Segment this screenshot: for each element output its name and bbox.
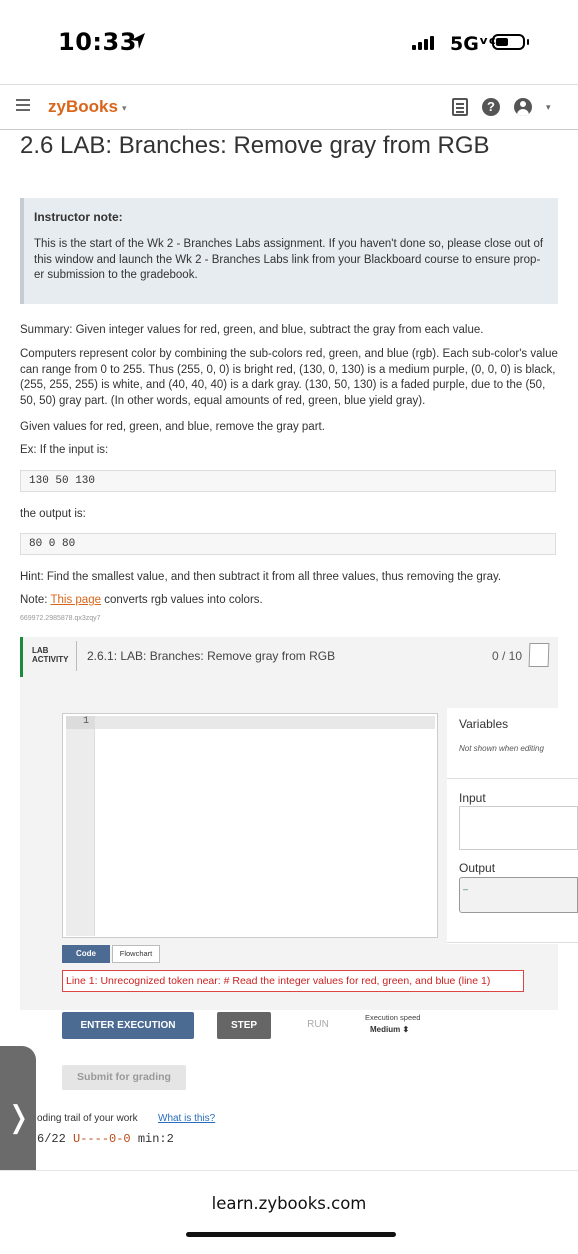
page-title: 2.6 LAB: Branches: Remove gray from RGB (20, 132, 490, 159)
panel-separator-bottom (447, 942, 578, 943)
error-message: Line 1: Unrecognized token near: # Read the integer values for red, green, and blue (line 1) (62, 970, 524, 992)
nav-icons (452, 98, 551, 116)
brand-dropdown-icon[interactable]: ▾ (122, 103, 127, 113)
trail-date: 6/22 (37, 1132, 66, 1146)
output-value: – (463, 884, 469, 894)
instructor-note-text: This is the start of the Wk 2 - Branches Labs assignment. If you haven't done so, please close out of this window and launch the Wk 2 - Branches Labs link from your Blackboard course to ensure proper submission to the gradebook. (34, 238, 544, 281)
chevron-right-icon[interactable]: ❭ (6, 1100, 32, 1135)
program-input-field[interactable] (459, 806, 578, 850)
step-button[interactable]: STEP (217, 1012, 271, 1039)
panel-separator (447, 778, 578, 779)
run-button[interactable]: RUN (307, 1019, 329, 1030)
content-id: 669972.2985878.qx3zqy7 (20, 615, 101, 622)
coding-trail-label: oding trail of your work (37, 1113, 138, 1124)
trail-min: min:2 (137, 1132, 174, 1146)
program-output-field (459, 877, 578, 913)
lab-title: 2.6.1: LAB: Branches: Remove gray from RGB (87, 649, 336, 663)
variables-note: Not shown when editing (459, 744, 544, 753)
user-icon[interactable] (514, 98, 532, 116)
enter-execution-button[interactable]: ENTER EXECUTION (62, 1012, 194, 1039)
execution-speed-label: Execution speed (365, 1013, 421, 1022)
hamburger-menu-icon[interactable] (16, 99, 30, 114)
input-label: Input (459, 791, 486, 805)
variables-label: Variables (459, 717, 509, 731)
book-icon[interactable] (452, 98, 468, 116)
note-suffix: converts rgb values into colors. (101, 594, 263, 606)
line-number: 1 (83, 716, 90, 727)
lab-activity-tag (32, 646, 68, 664)
tab-code[interactable]: Code (62, 945, 110, 963)
lab-tag-line2: ACTIVITY (32, 655, 69, 664)
this-page-link[interactable]: This page (50, 594, 101, 606)
location-arrow-icon (130, 32, 146, 50)
home-indicator[interactable] (186, 1232, 396, 1237)
lab-tag-line1: LAB (32, 646, 49, 655)
output-intro: the output is: (20, 508, 86, 520)
hint-text: Hint: Find the smallest value, and then subtract it from all three values, thus removing the gray. (20, 571, 502, 583)
lab-score: 0 / 10 (492, 649, 523, 663)
what-is-this-link[interactable]: What is this? (158, 1113, 216, 1124)
note-line (20, 593, 560, 609)
submit-for-grading-button[interactable]: Submit for grading (62, 1065, 186, 1090)
battery-icon (492, 34, 525, 50)
completion-checkbox-icon (529, 643, 550, 667)
example-input: 130 50 130 (20, 470, 556, 492)
brand-logo[interactable]: zyBooks (48, 97, 118, 116)
help-icon[interactable]: ? (482, 98, 500, 116)
active-editor-line[interactable] (95, 716, 435, 729)
network-type: 5Gᵛᶜ (450, 33, 497, 55)
tab-flowchart[interactable]: Flowchart (112, 945, 160, 963)
execution-speed-select[interactable]: Medium ⬍ (370, 1025, 410, 1034)
example-output: 80 0 80 (20, 533, 556, 555)
active-gutter-line (66, 716, 94, 729)
trail-mark: U----0-0 (73, 1132, 131, 1146)
user-dropdown-icon[interactable]: ▾ (546, 101, 551, 112)
note-prefix: Note: (20, 594, 51, 606)
status-time: 10:33 (58, 28, 137, 56)
instruction-text: Given values for red, green, and blue, remove the gray part. (20, 421, 325, 433)
summary-text: Summary: Given integer values for red, green, and blue, subtract the gray from each value. (20, 324, 484, 336)
example-intro: Ex: If the input is: (20, 444, 109, 456)
output-label: Output (459, 861, 496, 875)
editor-gutter (66, 716, 95, 936)
code-editor[interactable] (62, 713, 438, 938)
lab-divider (76, 641, 77, 671)
explanation-text: Computers represent color by combining the sub-colors red, green, and blue (rgb). Each sub-color's value can range from 0 to 255. Thus (255, 0, 0) is bright red, (130, 0, 130) is a medium purple, (0, 0, 0) is black, (255, 255, 255) is white, and (40, 40, 40) is a dark gray. (130, 50, 130) is a faded purple, due to the (50, 50, 50) gray part. (In other words, equal amounts of red, green, blue yield gray). (20, 348, 558, 407)
url-text[interactable]: learn.zybooks.com (211, 1194, 367, 1213)
signal-icon (412, 36, 434, 50)
battery-tip (527, 39, 529, 45)
coding-trail-data (37, 1132, 174, 1146)
instructor-note-heading: Instructor note: (34, 210, 123, 224)
